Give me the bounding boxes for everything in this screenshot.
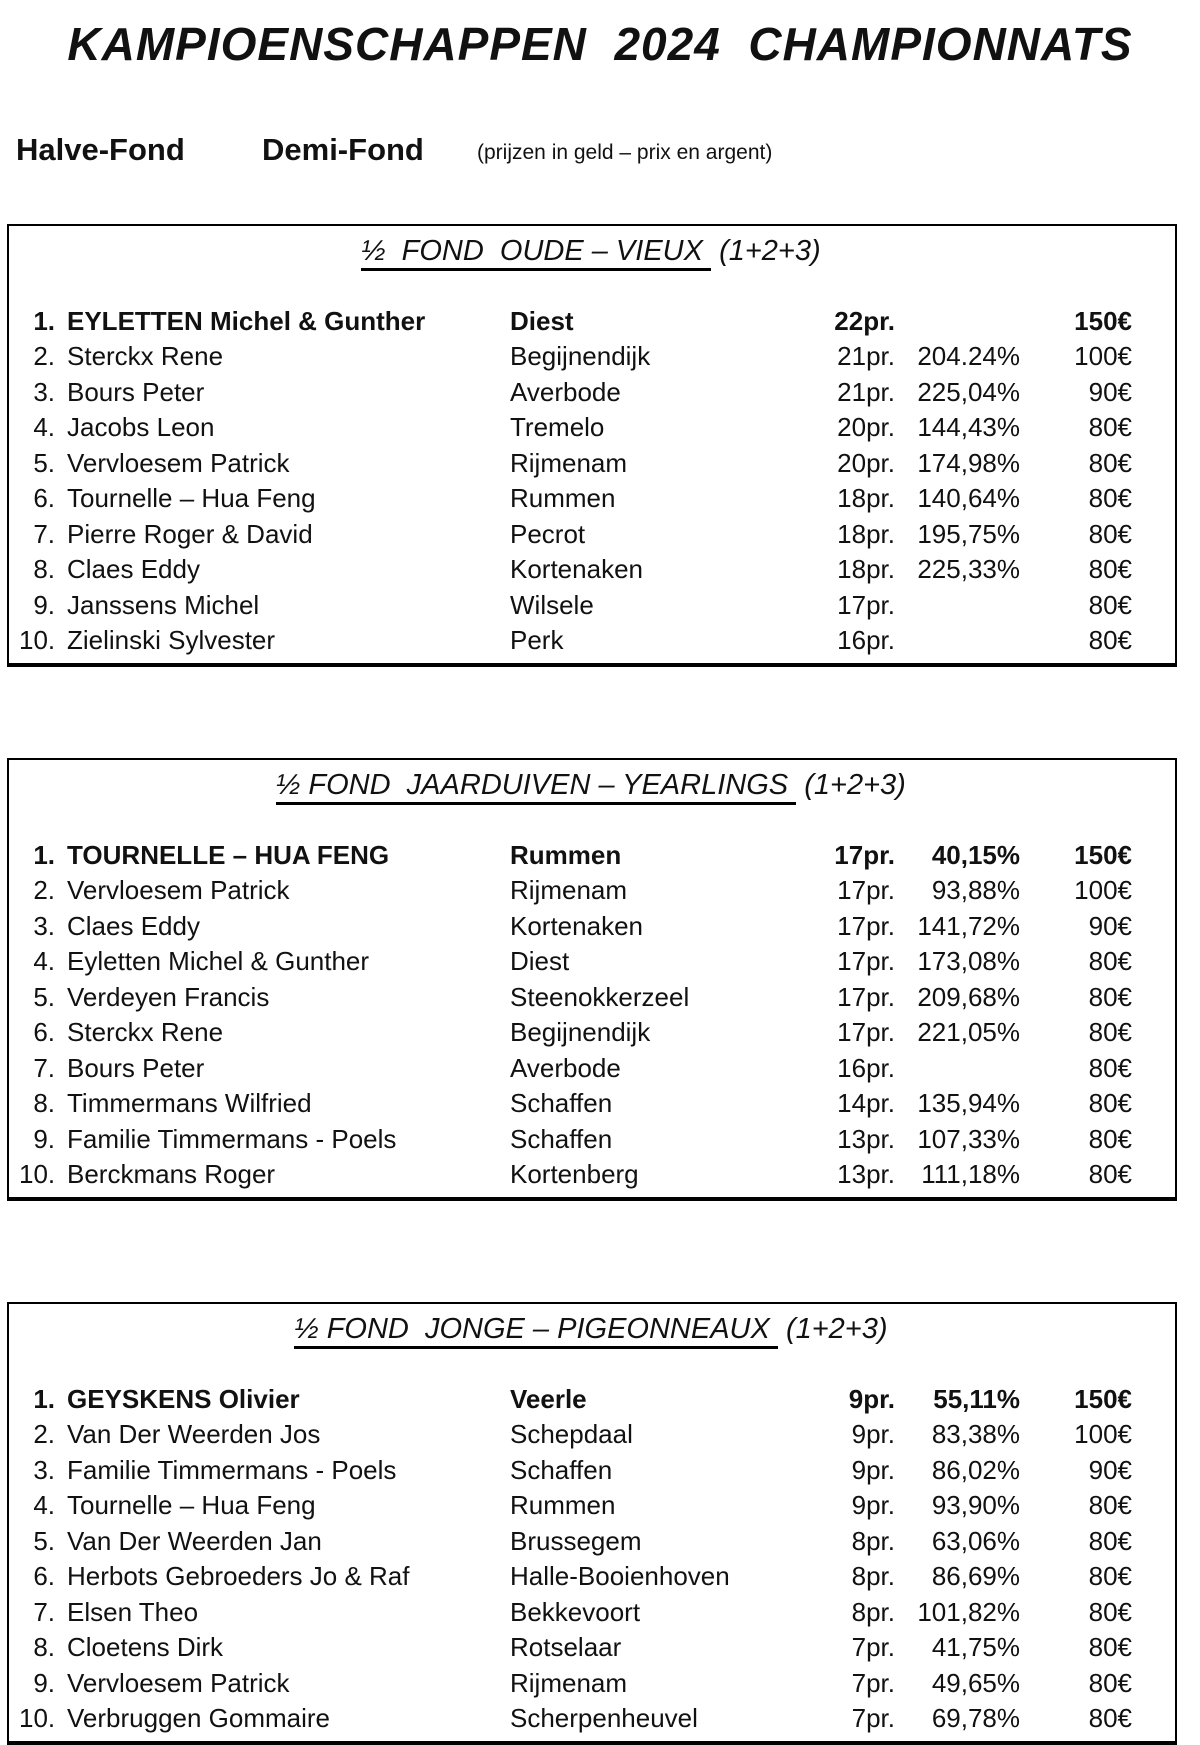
prize-count: 17pr.	[837, 981, 895, 1012]
coefficient-percent: 144,43%	[917, 412, 1020, 443]
table-row	[19, 623, 1163, 659]
prize-count: 9pr.	[851, 1490, 895, 1521]
coefficient-percent: 63,06%	[931, 1525, 1020, 1556]
table-row	[19, 1701, 1163, 1737]
locality: Begijnendijk	[510, 1017, 651, 1048]
table-row	[19, 1559, 1163, 1595]
prize-money: 80€	[1088, 554, 1132, 585]
coefficient-percent: 107,33%	[917, 1123, 1020, 1154]
prize-count: 17pr.	[834, 839, 895, 870]
prize-count: 18pr.	[837, 554, 895, 585]
prize-money: 80€	[1088, 1667, 1132, 1698]
table-row	[19, 552, 1163, 588]
rank: 1.	[33, 305, 55, 336]
prize-money: 80€	[1088, 1159, 1132, 1190]
coefficient-percent: 55,11%	[933, 1383, 1020, 1414]
coefficient-percent: 49,65%	[931, 1667, 1020, 1698]
prize-money: 80€	[1088, 981, 1132, 1012]
coefficient-percent: 93,88%	[931, 875, 1020, 906]
prize-count: 20pr.	[837, 447, 895, 478]
prize-count: 20pr.	[837, 412, 895, 443]
fancier-name: Pierre Roger & David	[67, 518, 313, 549]
prize-money: 90€	[1088, 910, 1132, 941]
locality: Brussegem	[510, 1525, 642, 1556]
table-row	[19, 481, 1163, 517]
fancier-name: Vervloesem Patrick	[67, 1667, 290, 1698]
fancier-name: Vervloesem Patrick	[67, 875, 290, 906]
locality: Bekkevoort	[510, 1596, 641, 1627]
coefficient-percent	[895, 623, 1020, 659]
table-row	[19, 1630, 1163, 1666]
coefficient-percent: 225,04%	[917, 376, 1020, 407]
locality: Kortenaken	[510, 554, 643, 585]
prize-count: 17pr.	[837, 910, 895, 941]
locality: Steenokkerzeel	[510, 981, 690, 1012]
table-row	[19, 1086, 1163, 1122]
coefficient-percent: 86,02%	[931, 1454, 1020, 1485]
rank: 8.	[33, 1632, 55, 1663]
prize-count: 18pr.	[837, 483, 895, 514]
prize-count: 17pr.	[837, 1017, 895, 1048]
table-row	[19, 1524, 1163, 1560]
table-row	[19, 1666, 1163, 1702]
prize-money: 100€	[1074, 1419, 1132, 1450]
prize-count: 21pr.	[837, 376, 895, 407]
section-title-suffix: (1+2+3)	[711, 234, 821, 267]
locality: Pecrot	[510, 518, 586, 549]
locality: Kortenberg	[510, 1159, 639, 1190]
rank: 4.	[33, 1490, 55, 1521]
coefficient-percent	[895, 588, 1020, 624]
rank: 9.	[33, 1667, 55, 1698]
table-oude-vieux	[7, 224, 1177, 667]
rank: 6.	[33, 483, 55, 514]
coefficient-percent	[895, 1051, 1020, 1087]
prize-count: 13pr.	[837, 1123, 895, 1154]
prize-money: 90€	[1088, 1454, 1132, 1485]
locality: Rijmenam	[510, 1667, 628, 1698]
prize-money: 150€	[1074, 1383, 1132, 1414]
coefficient-percent: 195,75%	[917, 518, 1020, 549]
fancier-name: Jacobs Leon	[67, 412, 215, 443]
locality: Schaffen	[510, 1454, 613, 1485]
fancier-name: Herbots Gebroeders Jo & Raf	[67, 1561, 410, 1592]
table-row	[19, 304, 1163, 340]
table-row	[19, 1382, 1163, 1418]
fancier-name: Eyletten Michel & Gunther	[67, 946, 370, 977]
table-row	[19, 517, 1163, 553]
rank: 8.	[33, 554, 55, 585]
fancier-name: Vervloesem Patrick	[67, 447, 290, 478]
subtitle-band	[0, 124, 1200, 168]
coefficient-percent: 40,15%	[931, 839, 1020, 870]
coefficient-percent: 101,82%	[917, 1596, 1020, 1627]
locality: Rummen	[510, 1490, 616, 1521]
prize-money: 100€	[1074, 341, 1132, 372]
locality: Averbode	[510, 376, 621, 407]
fancier-name: Berckmans Roger	[67, 1159, 276, 1190]
coefficient-percent: 209,68%	[917, 981, 1020, 1012]
prize-count: 16pr.	[837, 1052, 895, 1083]
rank: 10.	[19, 625, 56, 656]
prize-money: 150€	[1074, 305, 1132, 336]
prize-money: 80€	[1088, 1017, 1132, 1048]
locality: Rijmenam	[510, 447, 628, 478]
coefficient-percent: 83,38%	[931, 1419, 1020, 1450]
locality: Veerle	[510, 1383, 587, 1414]
fancier-name: TOURNELLE – HUA FENG	[67, 839, 390, 870]
fancier-name: Tournelle – Hua Feng	[67, 483, 316, 514]
fancier-name: Zielinski Sylvester	[67, 625, 276, 656]
locality: Schaffen	[510, 1123, 613, 1154]
locality: Halle-Booienhoven	[510, 1561, 730, 1592]
subtitle-halve-fond: Halve-Fond	[16, 131, 185, 167]
section-title-underlined: ½ FOND JONGE – PIGEONNEAUX	[294, 1313, 777, 1349]
fancier-name: Claes Eddy	[67, 910, 200, 941]
rank: 9.	[33, 1123, 55, 1154]
table-jaarduiven-yearlings	[7, 758, 1177, 1201]
prize-count: 7pr.	[851, 1632, 895, 1663]
prize-count: 18pr.	[837, 518, 895, 549]
table-row	[19, 873, 1163, 909]
table-row	[19, 339, 1163, 375]
prize-money: 80€	[1088, 412, 1132, 443]
table-row	[19, 1488, 1163, 1524]
prize-money: 80€	[1088, 1703, 1132, 1734]
fancier-name: Verdeyen Francis	[67, 981, 270, 1012]
prize-money: 80€	[1088, 589, 1132, 620]
prize-count: 8pr.	[851, 1596, 895, 1627]
prize-count: 9pr.	[851, 1454, 895, 1485]
prize-money: 80€	[1088, 447, 1132, 478]
fancier-name: Verbruggen Gommaire	[67, 1703, 331, 1734]
rank: 2.	[33, 875, 55, 906]
prize-money: 80€	[1088, 1052, 1132, 1083]
prize-count: 7pr.	[851, 1667, 895, 1698]
fancier-name: Familie Timmermans - Poels	[67, 1454, 397, 1485]
fancier-name: EYLETTEN Michel & Gunther	[67, 305, 426, 336]
locality: Kortenaken	[510, 910, 643, 941]
prize-money: 80€	[1088, 483, 1132, 514]
locality: Diest	[510, 305, 574, 336]
table-row	[19, 980, 1163, 1016]
prize-count: 7pr.	[851, 1703, 895, 1734]
locality: Tremelo	[510, 412, 605, 443]
locality: Perk	[510, 625, 564, 656]
fancier-name: Sterckx Rene	[67, 1017, 224, 1048]
fancier-name: Bours Peter	[67, 1052, 205, 1083]
page-title: KAMPIOENSCHAPPEN 2024 CHAMPIONNATS	[67, 18, 1133, 70]
rank: 5.	[33, 981, 55, 1012]
section-title-jaarduiven-yearlings	[19, 768, 1163, 802]
table-row	[19, 838, 1163, 874]
rank: 8.	[33, 1088, 55, 1119]
fancier-name: Familie Timmermans - Poels	[67, 1123, 397, 1154]
prize-money: 100€	[1074, 875, 1132, 906]
locality: Rummen	[510, 483, 616, 514]
prize-count: 8pr.	[851, 1525, 895, 1556]
table-row	[19, 1595, 1163, 1631]
coefficient-percent: 174,98%	[917, 447, 1020, 478]
table-row	[19, 1015, 1163, 1051]
section-title-underlined: ½ FOND JAARDUIVEN – YEARLINGS	[276, 769, 796, 805]
results-list	[19, 1382, 1163, 1737]
coefficient-percent: 135,94%	[917, 1088, 1020, 1119]
prize-money: 80€	[1088, 625, 1132, 656]
prize-money: 80€	[1088, 1088, 1132, 1119]
table-row	[19, 410, 1163, 446]
prize-count: 13pr.	[837, 1159, 895, 1190]
prize-count: 17pr.	[837, 589, 895, 620]
prize-money: 80€	[1088, 1632, 1132, 1663]
rank: 6.	[33, 1017, 55, 1048]
coefficient-percent: 141,72%	[917, 910, 1020, 941]
prize-money: 80€	[1088, 1525, 1132, 1556]
fancier-name: Van Der Weerden Jan	[67, 1525, 322, 1556]
prize-money: 80€	[1088, 1123, 1132, 1154]
coefficient-percent: 225,33%	[917, 554, 1020, 585]
locality: Scherpenheuvel	[510, 1703, 698, 1734]
table-row	[19, 909, 1163, 945]
prize-count: 16pr.	[837, 625, 895, 656]
locality: Schepdaal	[510, 1419, 633, 1450]
locality: Rummen	[510, 839, 622, 870]
section-title-underlined: ½ FOND OUDE – VIEUX	[361, 235, 711, 271]
locality: Averbode	[510, 1052, 621, 1083]
fancier-name: Tournelle – Hua Feng	[67, 1490, 316, 1521]
prize-money: 80€	[1088, 1561, 1132, 1592]
rank: 3.	[33, 910, 55, 941]
fancier-name: Bours Peter	[67, 376, 205, 407]
section-title-oude-vieux	[19, 234, 1163, 268]
coefficient-percent: 173,08%	[917, 946, 1020, 977]
coefficient-percent: 140,64%	[917, 483, 1020, 514]
prize-count: 21pr.	[837, 341, 895, 372]
fancier-name: Sterckx Rene	[67, 341, 224, 372]
prize-count: 9pr.	[851, 1419, 895, 1450]
fancier-name: Timmermans Wilfried	[67, 1088, 312, 1119]
rank: 3.	[33, 1454, 55, 1485]
locality: Diest	[510, 946, 570, 977]
rank: 2.	[33, 341, 55, 372]
prize-count: 17pr.	[837, 946, 895, 977]
fancier-name: Elsen Theo	[67, 1596, 199, 1627]
table-row	[19, 1122, 1163, 1158]
prize-count: 8pr.	[851, 1561, 895, 1592]
rank: 6.	[33, 1561, 55, 1592]
table-row	[19, 1453, 1163, 1489]
prize-money: 90€	[1088, 376, 1132, 407]
prize-money: 80€	[1088, 946, 1132, 977]
subtitle-prize-note: (prijzen in geld – prix en argent)	[477, 140, 773, 164]
fancier-name: Van Der Weerden Jos	[67, 1419, 321, 1450]
results-list	[19, 304, 1163, 659]
prize-count: 14pr.	[837, 1088, 895, 1119]
prize-money: 80€	[1088, 1596, 1132, 1627]
fancier-name: Cloetens Dirk	[67, 1632, 224, 1663]
table-row	[19, 1051, 1163, 1087]
prize-money: 80€	[1088, 518, 1132, 549]
locality: Rijmenam	[510, 875, 628, 906]
rank: 7.	[33, 1052, 55, 1083]
coefficient-percent: 221,05%	[917, 1017, 1020, 1048]
subtitle-demi-fond: Demi-Fond	[262, 131, 424, 167]
locality: Begijnendijk	[510, 341, 651, 372]
table-row	[19, 588, 1163, 624]
rank: 5.	[33, 447, 55, 478]
rank: 5.	[33, 1525, 55, 1556]
prize-count: 22pr.	[834, 305, 895, 336]
table-jonge-pigeonneaux	[7, 1302, 1177, 1745]
rank: 1.	[33, 1383, 55, 1414]
locality: Rotselaar	[510, 1632, 622, 1663]
coefficient-percent: 69,78%	[931, 1703, 1020, 1734]
coefficient-percent: 111,18%	[921, 1159, 1020, 1190]
coefficient-percent: 204.24%	[917, 341, 1020, 372]
prize-money: 150€	[1074, 839, 1132, 870]
rank: 10.	[19, 1703, 56, 1734]
rank: 4.	[33, 412, 55, 443]
rank: 7.	[33, 1596, 55, 1627]
rank: 9.	[33, 589, 55, 620]
prize-count: 17pr.	[837, 875, 895, 906]
table-row	[19, 375, 1163, 411]
rank: 3.	[33, 376, 55, 407]
rank: 10.	[19, 1159, 56, 1190]
prize-money: 80€	[1088, 1490, 1132, 1521]
fancier-name: Janssens Michel	[67, 589, 260, 620]
table-row	[19, 1417, 1163, 1453]
locality: Schaffen	[510, 1088, 613, 1119]
section-title-suffix: (1+2+3)	[796, 768, 906, 801]
table-row	[19, 1157, 1163, 1193]
table-row	[19, 446, 1163, 482]
coefficient-percent	[895, 304, 1020, 340]
rank: 7.	[33, 518, 55, 549]
coefficient-percent: 93,90%	[931, 1490, 1020, 1521]
fancier-name: Claes Eddy	[67, 554, 200, 585]
coefficient-percent: 41,75%	[931, 1632, 1020, 1663]
coefficient-percent: 86,69%	[931, 1561, 1020, 1592]
rank: 1.	[33, 839, 55, 870]
results-list	[19, 838, 1163, 1193]
locality: Wilsele	[510, 589, 594, 620]
fancier-name: GEYSKENS Olivier	[67, 1383, 300, 1414]
rank: 2.	[33, 1419, 55, 1450]
table-row	[19, 944, 1163, 980]
section-title-suffix: (1+2+3)	[777, 1312, 888, 1345]
rank: 4.	[33, 946, 55, 977]
prize-count: 9pr.	[848, 1383, 895, 1414]
section-title-jonge-pigeonneaux	[19, 1312, 1163, 1346]
